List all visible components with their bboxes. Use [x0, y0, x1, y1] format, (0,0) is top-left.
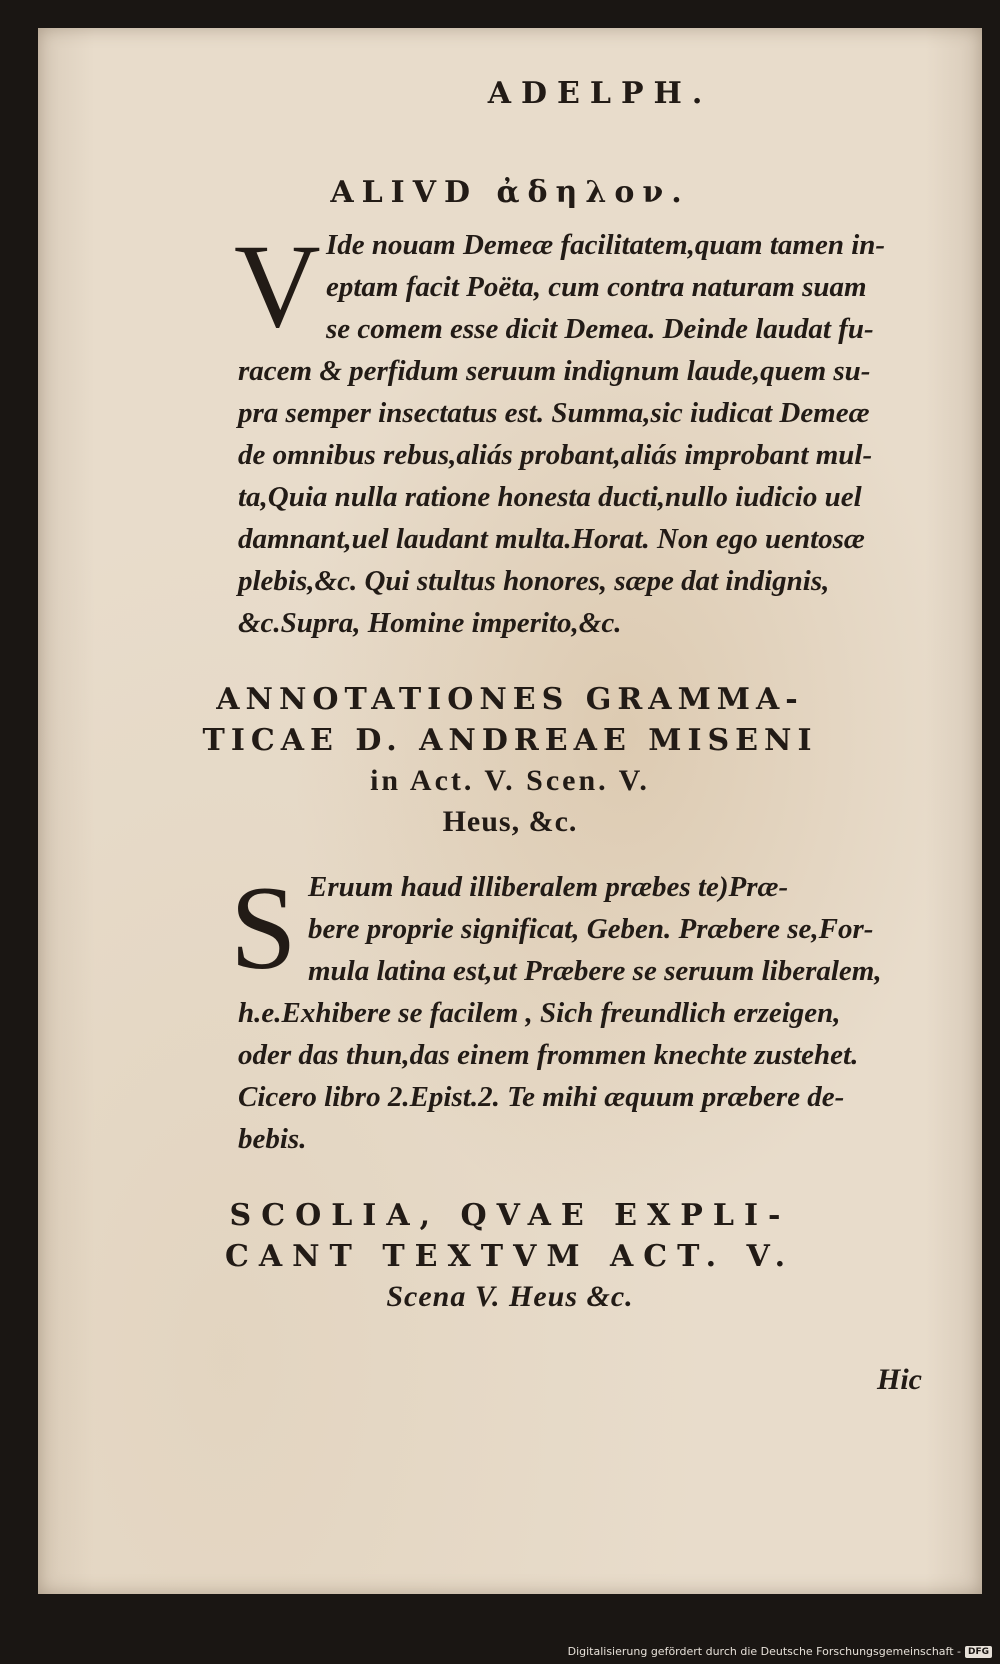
running-head: ADELPH. [487, 76, 713, 111]
text-line: racem & perfidum seruum indignum laude,quem su- [238, 355, 871, 387]
text-line: bere proprie significat, Geben. Præbere se,For- [308, 913, 874, 945]
heading-line: Scena V. Heus &c. [386, 1280, 634, 1313]
heading-line: SCOLIA, QVAE EXPLI- [229, 1198, 791, 1233]
section2-initial: S [230, 861, 297, 994]
section1-initial: V [234, 219, 321, 352]
text-line: damnant,uel laudant multa.Horat. Non ego uentosæ [238, 523, 865, 555]
text-line: mula latina est,ut Præbere se seruum liberalem, [308, 955, 882, 987]
heading-line: in Act. V. Scen. V. [370, 764, 650, 797]
text-line: Cicero libro 2.Epist.2. Te mihi æquum præbere de- [238, 1081, 845, 1113]
text-line: se comem esse dicit Demea. Deinde laudat fu- [326, 313, 874, 345]
text-line: bebis. [238, 1123, 307, 1155]
text-line: oder das thun,das einem frommen knechte zustehet. [238, 1039, 859, 1071]
dfg-logo: DFG [965, 1646, 992, 1658]
book-page [38, 28, 982, 1594]
heading-line: TICAE D. ANDREAE MISENI [202, 722, 818, 758]
text-line: de omnibus rebus,aliás probant,aliás improbant mul- [238, 439, 873, 471]
heading-line: CANT TEXTVM ACT. V. [224, 1238, 796, 1274]
section1-text [238, 224, 978, 644]
text-line: Eruum haud illiberalem præbes te)Præ- [308, 871, 789, 903]
digitization-credit [568, 1645, 992, 1658]
text-line: ta,Quia nulla ratione honesta ducti,nullo iudicio uel [238, 481, 862, 513]
section2-heading [38, 680, 982, 842]
section2-text [238, 866, 978, 1160]
section1-heading: ALIVD ἀδηλον. [330, 175, 690, 210]
text-line: plebis,&c. Qui stultus honores, sæpe dat indignis, [238, 565, 830, 597]
heading-line: ANNOTATIONES GRAMMA- [216, 682, 804, 717]
text-line: pra semper insectatus est. Summa,sic iudicat Demeæ [238, 397, 870, 429]
heading-line: Heus, &c. [442, 804, 578, 838]
text-line: h.e.Exhibere se facilem , Sich freundlich erzeigen, [238, 997, 841, 1029]
text-line: eptam facit Poëta, cum contra naturam suam [326, 271, 867, 303]
section3-heading [38, 1196, 982, 1318]
credit-text: Digitalisierung gefördert durch die Deutsche Forschungsgemeinschaft - [567, 1645, 961, 1658]
text-line: &c.Supra, Homine imperito,&c. [238, 607, 622, 639]
text-line: Ide nouam Demeæ facilitatem,quam tamen in- [326, 229, 886, 261]
catchword: Hic [877, 1363, 922, 1396]
